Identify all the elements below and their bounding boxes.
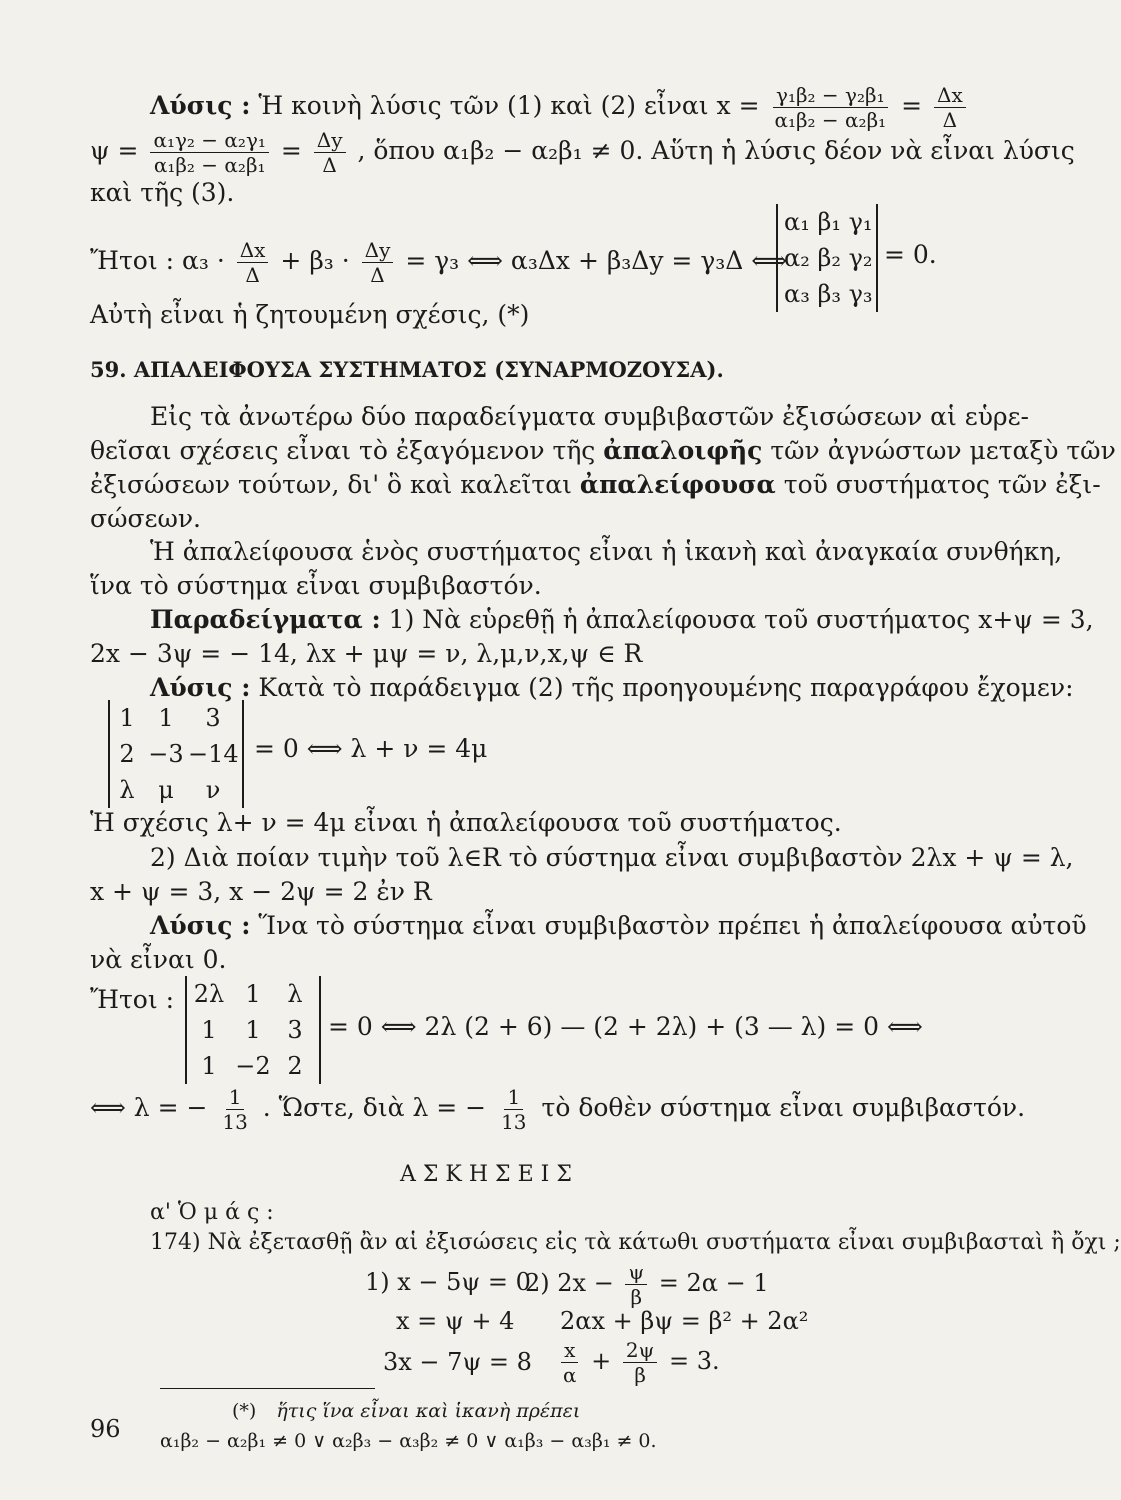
coefficient-determinant	[776, 204, 878, 312]
htoi-frac1-num: Δx	[237, 240, 269, 263]
example1-solution	[150, 673, 1074, 703]
final-rest: τὸ δοθὲν σύστημα εἶναι συμβιβαστόν.	[541, 1093, 1026, 1122]
example2-solution-line2: νὰ εἶναι 0.	[90, 945, 227, 974]
htoi-frac2-num: Δy	[362, 240, 394, 263]
para1-line2-a: θεῖσαι σχέσεις εἶναι τὸ ἐξαγόμενον τῆς	[90, 436, 596, 465]
para2-line2: ἵνα τὸ σύστημα εἶναι συμβιβαστόν.	[90, 571, 542, 600]
psi-short-den: Δ	[322, 153, 337, 177]
example2-line1: 2) Διὰ ποίαν τιμὴν τοῦ λ∈R τὸ σύστημα εἶναι συμβιβαστὸν 2λx + ψ = λ,	[150, 843, 1074, 872]
det1-row	[110, 736, 242, 772]
det-equals-zero: = 0.	[884, 240, 937, 269]
example2-line2: x + ψ = 3, x − 2ψ = 2 ἐν R	[90, 877, 432, 906]
det-row	[778, 276, 876, 312]
det2-cell: 1	[201, 1052, 217, 1080]
system2-eq3-plus: +	[591, 1347, 612, 1375]
final-frac2	[498, 1087, 529, 1132]
system2-eq1-frac	[625, 1262, 647, 1307]
solution-line	[150, 85, 970, 130]
final-mid: . Ὥστε, διὰ λ = −	[262, 1093, 487, 1122]
psi-fraction	[150, 130, 268, 175]
solution3-label: Λύσις :	[150, 911, 251, 940]
system1-eq3: 3x − 7ψ = 8	[383, 1348, 532, 1376]
det1-cell: −3	[148, 740, 184, 768]
det1-cell: ν	[205, 776, 221, 804]
para2-line1: Ἡ ἀπαλείφουσα ἑνὸς συστήματος εἶναι ἡ ἱκανὴ καὶ ἀναγκαία συνθήκη,	[150, 537, 1063, 566]
det-row	[778, 240, 876, 276]
system2-eq1-prefix: 2) 2x −	[525, 1269, 614, 1297]
htoi-frac2-den: Δ	[370, 263, 385, 287]
determinant-2	[185, 976, 321, 1084]
x-eq: =	[901, 91, 923, 120]
psi-short-fraction	[314, 130, 346, 175]
example2-solution	[150, 911, 1087, 941]
htoi-rest: = γ₃ ⟺ α₃Δx + β₃Δy = γ₃Δ ⟺	[405, 246, 788, 275]
section-title: 59. ΑΠΑΛΕΙΦΟΥΣΑ ΣΥΣΤΗΜΑΤΟΣ (ΣΥΝΑΡΜΟΖΟΥΣΑ).	[90, 357, 724, 382]
exercises-group: α' Ὁ μ ά ς :	[150, 1200, 274, 1225]
det2-cell: 1	[245, 1016, 261, 1044]
para1-apaloiphe: ἀπαλοιφῆς	[603, 436, 763, 465]
x-short-num: Δx	[934, 85, 966, 108]
footnote-line1	[232, 1396, 580, 1426]
det-row	[778, 204, 876, 240]
final-prefix: ⟺ λ = −	[90, 1093, 208, 1122]
line-aute: Αὐτὴ εἶναι ἡ ζητουμένη σχέσις, (*)	[90, 300, 530, 329]
final-frac1-den: 13	[222, 1110, 248, 1134]
para1-line3-b: τοῦ συστήματος τῶν ἐξι-	[783, 470, 1101, 499]
determinant-1	[108, 700, 244, 808]
psi-eq: =	[280, 136, 302, 165]
line-kai-tes-3: καὶ τῆς (3).	[90, 178, 235, 207]
psi-fraction-den: α₁β₂ − α₂β₁	[153, 153, 266, 177]
det2-cell: 2λ	[193, 980, 225, 1008]
det1-cell: μ	[158, 776, 174, 804]
det1-cell: −14	[188, 740, 239, 768]
det2-cell: 2	[287, 1052, 303, 1080]
system2-eq1-rest: = 2α − 1	[658, 1269, 769, 1297]
final-line	[90, 1087, 1025, 1132]
example1-line1	[150, 605, 1094, 635]
x-fraction	[771, 85, 889, 130]
system1-eq1: 1) x − 5ψ = 0	[365, 1268, 531, 1296]
system2-eq3-den1: α	[563, 1363, 577, 1387]
examples-label: Παραδείγματα :	[150, 605, 381, 634]
para1-line2-b: τῶν ἀγνώστων μεταξὺ τῶν	[770, 436, 1116, 465]
htoi-frac1-den: Δ	[245, 263, 260, 287]
final-frac2-num: 1	[504, 1087, 523, 1110]
det2-rhs: = 0 ⟺ 2λ (2 + 6) — (2 + 2λ) + (3 — λ) = 0 ⟺	[328, 1012, 923, 1041]
para1-line2	[90, 436, 1116, 466]
system2-eq1	[525, 1262, 769, 1307]
x-fraction-num: γ₁β₂ − γ₂β₁	[773, 85, 888, 108]
system2-eq3-num1: x	[561, 1340, 578, 1363]
psi-text: , ὅπου α₁β₂ − α₂β₁ ≠ 0. Αὕτη ἡ λύσις δέον νὰ εἶναι λύσις	[357, 136, 1075, 165]
relation-line: Ἡ σχέσις λ+ ν = 4μ εἶναι ἡ ἀπαλείφουσα τοῦ συστήματος.	[90, 808, 842, 837]
det-row-3: α₃ β₃ γ₃	[784, 280, 873, 308]
final-frac2-den: 13	[501, 1110, 527, 1134]
det1-rhs: = 0 ⟺ λ + ν = 4μ	[254, 734, 488, 763]
htoi-frac1	[237, 240, 269, 285]
para1-line1: Εἰς τὰ ἀνωτέρω δύο παραδείγματα συμβιβαστῶν ἐξισώσεων αἱ εὑρε-	[150, 402, 1030, 431]
det2-row	[187, 1012, 319, 1048]
det1-cell: λ	[119, 776, 135, 804]
system2-eq3-den2: β	[634, 1363, 646, 1387]
system2-eq1-num: ψ	[625, 1262, 647, 1285]
para1-line3	[90, 470, 1101, 500]
system2-eq1-den: β	[630, 1285, 643, 1309]
det2-cell: 1	[201, 1016, 217, 1044]
psi-short-num: Δy	[314, 130, 346, 153]
det-row-2: α₂ β₂ γ₂	[784, 244, 873, 272]
det2-cell: −2	[235, 1052, 271, 1080]
system2-eq3-frac1	[560, 1340, 580, 1385]
htoi-line	[90, 240, 787, 285]
footnote-rule	[160, 1388, 375, 1389]
det1-row	[110, 700, 242, 736]
final-frac1	[219, 1087, 250, 1132]
det1-cell: 1	[119, 704, 135, 732]
para1-line4: σώσεων.	[90, 504, 201, 533]
det2-row	[187, 976, 319, 1012]
det2-cell: 3	[287, 1016, 303, 1044]
psi-fraction-num: α₁γ₂ − α₂γ₁	[150, 130, 268, 153]
x-short-den: Δ	[942, 108, 958, 132]
system2-eq3	[556, 1340, 720, 1385]
system1-eq2: x = ψ + 4	[396, 1307, 515, 1335]
det2-row	[187, 1048, 319, 1084]
footnote-condition: α₁β₂ − α₂β₁ ≠ 0 ∨ α₂β₃ − α₃β₂ ≠ 0 ∨ α₁β₃ − α₃β₁ ≠ 0.	[160, 1430, 657, 1452]
det-row-1: α₁ β₁ γ₁	[784, 208, 873, 236]
solution-text: Ἡ κοινὴ λύσις τῶν (1) καὶ (2) εἶναι x =	[258, 91, 760, 120]
htoi-mid: + β₃ ·	[280, 246, 350, 275]
final-frac1-num: 1	[226, 1087, 245, 1110]
x-fraction-den: α₁β₂ − α₂β₁	[774, 108, 887, 132]
solution3-text: Ἵνα τὸ σύστημα εἶναι συμβιβαστὸν πρέπει ἡ ἀπαλείφουσα αὐτοῦ	[258, 911, 1087, 940]
question-174: 174) Νὰ ἐξετασθῇ ἂν αἱ ἐξισώσεις εἰς τὰ κάτωθι συστήματα εἶναι συμβιβασταὶ ἢ ὄχι ;	[150, 1230, 1121, 1255]
htoi-prefix: Ἤτοι : α₃ ·	[90, 246, 225, 275]
page-number: 96	[90, 1415, 121, 1443]
footnote-mark: (*)	[232, 1400, 257, 1422]
example1-line2: 2x − 3ψ = − 14, λx + μψ = ν, λ,μ,ν,x,ψ ∈ R	[90, 639, 643, 668]
det1-cell: 2	[119, 740, 135, 768]
solution-label: Λύσις :	[150, 91, 251, 120]
det1-cell: 1	[158, 704, 174, 732]
det2-cell: λ	[287, 980, 303, 1008]
solution2-text: Κατὰ τὸ παράδειγμα (2) τῆς προηγουμένης παραγράφου ἔχομεν:	[258, 673, 1074, 702]
psi-line	[90, 130, 1075, 175]
para1-line3-a: ἐξισώσεων τούτων, δι' ὃ καὶ καλεῖται	[90, 470, 572, 499]
footnote-text: ἥτις ἵνα εἶναι καὶ ἱκανὴ πρέπει	[276, 1400, 581, 1422]
htoi2-label: Ἤτοι :	[90, 985, 175, 1014]
system2-eq3-frac2	[623, 1340, 657, 1385]
system2-eq3-num2: 2ψ	[623, 1340, 657, 1363]
solution2-label: Λύσις :	[150, 673, 251, 702]
para1-apaleiphousa: ἀπαλείφουσα	[579, 470, 776, 499]
x-short-fraction	[934, 85, 966, 130]
htoi-frac2	[362, 240, 394, 285]
exercises-title: Α Σ Κ Η Σ Ε Ι Σ	[400, 1162, 572, 1187]
det2-cell: 1	[245, 980, 261, 1008]
example1-text: 1) Νὰ εὑρεθῇ ἡ ἀπαλείφουσα τοῦ συστήματος x+ψ = 3,	[388, 605, 1094, 634]
psi-lhs: ψ =	[90, 136, 139, 165]
system2-eq2: 2αx + βψ = β² + 2α²	[560, 1307, 809, 1335]
det1-row	[110, 772, 242, 808]
det1-cell: 3	[205, 704, 221, 732]
system2-eq3-rest: = 3.	[668, 1347, 720, 1375]
